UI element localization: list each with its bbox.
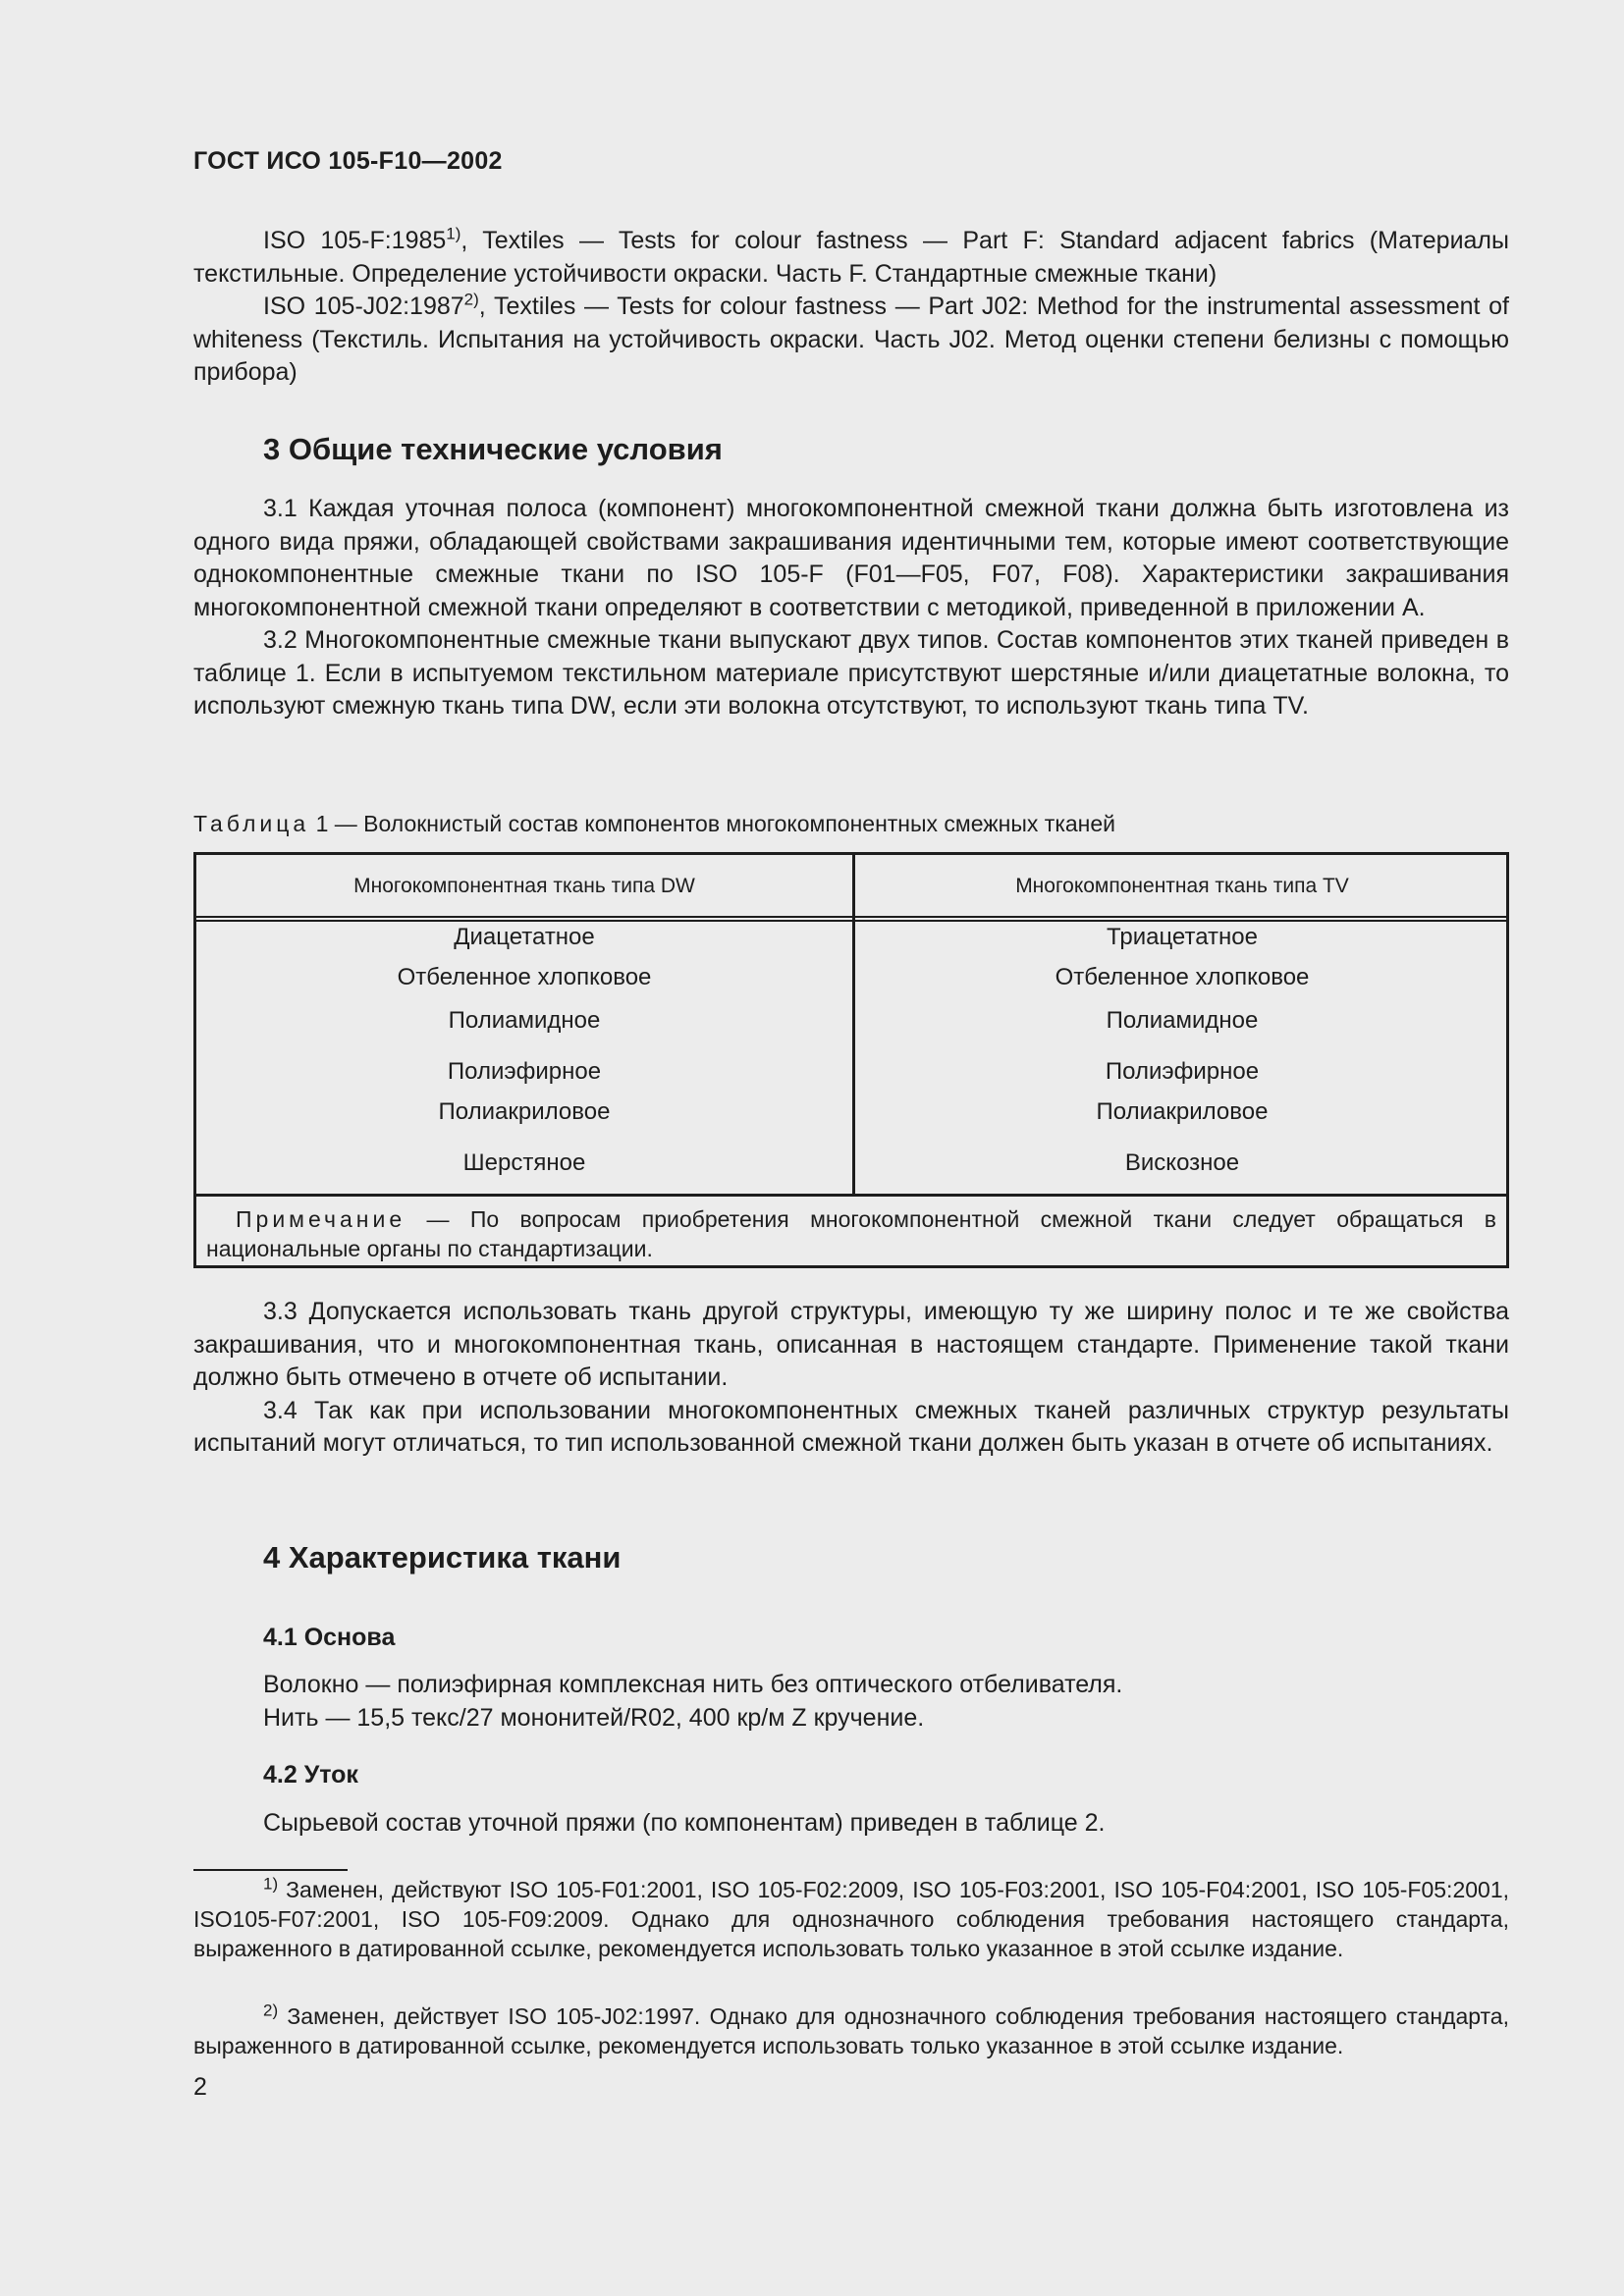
table-cell: Отбеленное хлопковое (397, 964, 652, 990)
reference-item: ISO 105-J02:1987$^{2)}$, Textiles — Tests for colour fastness — Part J02: Method for the instrumental assessment of whiteness (Текстиль. Испытания на устойчивость окраски. Часть J02. Метод оценки степени белизны с помощью прибора) (193, 290, 1509, 386)
subsection-4-1-heading: 4.1 Основа (263, 1624, 396, 1651)
paragraph-3-1: 3.1 Каждая уточная полоса (компонент) многокомпонентной смежной ткани должна быть изготовлена из одного вида пряжи, обладающей свойствами закрашивания идентичными тем, которые имеют соответствующие однокомпонентные смежные ткани по ISO 105-F (F01—F05, F07, F08). Характеристики закрашивания многокомпонентной смежной ткани определяют в соответствии с методикой, приведенной в приложении А. (193, 495, 1509, 621)
footnote-separator (193, 1869, 348, 1871)
paragraph-3-3: 3.3 Допускается использовать ткань другой структуры, имеющую ту же ширину полос и те же свойства закрашивания, что и многокомпонентная ткань, описанная в настоящем стандарте. Применение такой ткани должно быть отмечено в отчете об испытании. (193, 1298, 1509, 1391)
document-header: ГОСТ ИСО 105-F10—2002 (193, 147, 503, 175)
table-cell: Полиамидное (1106, 1007, 1259, 1034)
table-cell: Вискозное (1124, 1149, 1240, 1176)
reference-item: ISO 105-F:1985$^{1)}$, Textiles — Tests for colour fastness — Part F: Standard adjacent fabrics (Материалы текстильные. Определение устойчивости окраски. Часть F. Стандартные смежные ткани) (193, 224, 1509, 288)
table-cell: Полиэфирное (447, 1058, 602, 1085)
table-caption: Таблица 1 — Волокнистый состав компонентов многокомпонентных смежных тканей (193, 811, 1116, 836)
table-note: Примечание — По вопросам приобретения многокомпонентной смежной ткани следует обращаться в национальные органы по стандартизации. (196, 1194, 1506, 1263)
footnote-1: $^{1)}$ Заменен, действуют ISO 105-F01:2001, ISO 105-F02:2009, ISO 105-F03:2001, ISO 105-F04:2001, ISO 105-F05:2001, ISO105-F07:2001, ISO 105-F09:2009. Однако для однозначного соблюдения требования настоящего стандарта, выраженного в датированной ссылке, рекомендуется использовать только указанное в этой ссылке издание. (193, 1874, 1509, 1961)
subsection-4-2-heading: 4.2 Уток (263, 1761, 358, 1789)
footnote-2: $^{2)}$ Заменен, действует ISO 105-J02:1997. Однако для однозначного соблюдения требования настоящего стандарта, выраженного в датированной ссылке, рекомендуется использовать только указанное в этой ссылке издание. (193, 2001, 1509, 2058)
table-cell: Шерстяное (462, 1149, 586, 1176)
table-cell: Триацетатное (1107, 924, 1258, 950)
table-cell: Отбеленное хлопковое (1055, 964, 1310, 990)
subsection-4-2-body: Сырьевой состав уточной пряжи (по компонентам) приведен в таблице 2. (263, 1809, 1106, 1837)
column-header-dw: Многокомпонентная ткань типа DW (353, 875, 695, 897)
table-cell: Полиэфирное (1105, 1058, 1260, 1085)
table-cell: Полиакриловое (1096, 1098, 1269, 1125)
paragraph-3-2: 3.2 Многокомпонентные смежные ткани выпускают двух типов. Состав компонентов этих тканей приведен в таблице 1. Если в испытуемом текстильном материале присутствуют шерстяные и/или диацетатные волокна, то используют смежную ткань типа DW, если эти волокна отсутствуют, то используют ткань типа TV. (193, 626, 1509, 720)
table-cell: Диацетатное (454, 924, 595, 950)
column-header-tv: Многокомпонентная ткань типа TV (1015, 875, 1349, 897)
table-cell: Полиамидное (448, 1007, 601, 1034)
composition-table (193, 852, 1509, 1268)
section-4-heading: 4 Характеристика ткани (263, 1540, 622, 1575)
paragraph-3-4: 3.4 Так как при использовании многокомпонентных смежных тканей различных структур результаты испытаний могут отличаться, то тип использованной смежной ткани должен быть указан в отчете об испытаниях. (193, 1396, 1509, 1457)
subsection-4-1-body: Волокно — полиэфирная комплексная нить без оптического отбеливателя. Нить — 15,5 текс/27 мононитей/R02, 400 кр/м Z кручение. (263, 1671, 1123, 1732)
section-3-continued (193, 1296, 1509, 1461)
references (193, 225, 1509, 390)
section-3-heading: 3 Общие технические условия (263, 432, 723, 466)
page-number: 2 (193, 2073, 207, 2101)
table-cell: Полиакриловое (438, 1098, 611, 1125)
section-3-body (193, 493, 1509, 723)
